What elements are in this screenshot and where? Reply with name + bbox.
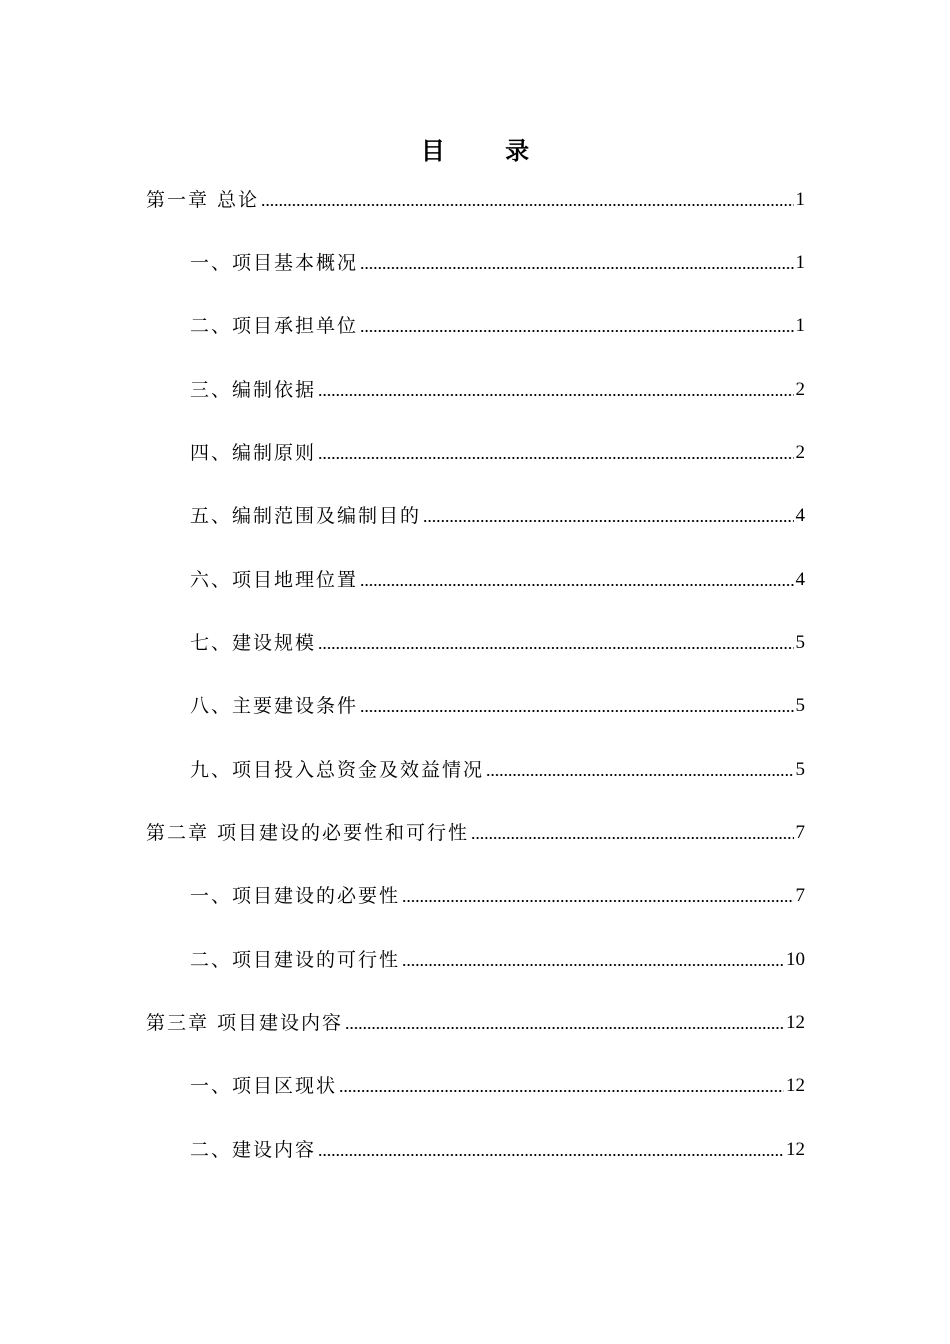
toc-entry-page: 12 xyxy=(786,1012,805,1033)
toc-entry[interactable] xyxy=(190,691,805,721)
toc-entry-page: 1 xyxy=(795,315,805,336)
toc-entry-label: 二、建设内容 xyxy=(190,1139,317,1161)
toc-dot-leader xyxy=(339,1088,784,1094)
toc-entry-label: 九、项目投入总资金及效益情况 xyxy=(190,759,485,781)
toc-entry-page: 2 xyxy=(795,442,805,463)
toc-entry-label: 六、项目地理位置 xyxy=(190,569,359,591)
toc-entry-label: 一、项目建设的必要性 xyxy=(190,885,401,907)
toc-entry-label: 四、编制原则 xyxy=(190,442,317,464)
toc-dot-leader xyxy=(318,645,793,651)
toc-entry-page: 12 xyxy=(786,1075,805,1096)
toc-entry[interactable] xyxy=(190,1135,805,1165)
toc-entry-page: 5 xyxy=(795,695,805,716)
toc-entry[interactable] xyxy=(190,628,805,658)
toc-dot-leader xyxy=(261,202,793,208)
toc-entry[interactable] xyxy=(190,881,805,911)
toc-dot-leader xyxy=(402,962,784,968)
toc-dot-leader xyxy=(471,835,793,841)
toc-dot-leader xyxy=(360,265,793,271)
toc-entry-page: 12 xyxy=(786,1139,805,1160)
toc-dot-leader xyxy=(318,455,793,461)
toc-entry-page: 10 xyxy=(786,949,805,970)
toc-entry-page: 2 xyxy=(795,379,805,400)
toc-entry[interactable] xyxy=(190,248,805,278)
toc-entry-label: 三、编制依据 xyxy=(190,379,317,401)
toc-entry-label: 第二章 项目建设的必要性和可行性 xyxy=(146,822,470,844)
toc-dot-leader xyxy=(318,392,793,398)
toc-dot-leader xyxy=(345,1025,784,1031)
toc-dot-leader xyxy=(423,518,793,524)
toc-entry-label: 五、编制范围及编制目的 xyxy=(190,505,422,527)
toc-title: 目 录 xyxy=(420,136,556,165)
toc-entry[interactable] xyxy=(190,565,805,595)
toc-entry-label: 一、项目基本概况 xyxy=(190,252,359,274)
toc-entry[interactable] xyxy=(190,945,805,975)
toc-entry[interactable] xyxy=(190,755,805,785)
toc-entry-label: 一、项目区现状 xyxy=(190,1075,338,1097)
toc-entry-page: 4 xyxy=(795,505,805,526)
toc-entry-label: 第三章 项目建设内容 xyxy=(146,1012,344,1034)
toc-dot-leader xyxy=(318,1152,784,1158)
toc-entry[interactable] xyxy=(190,1071,805,1101)
toc-entry[interactable] xyxy=(190,311,805,341)
toc-entry[interactable] xyxy=(146,185,805,215)
toc-entry[interactable] xyxy=(190,438,805,468)
toc-entry-label: 二、项目建设的可行性 xyxy=(190,949,401,971)
toc-dot-leader xyxy=(486,772,793,778)
toc-entry[interactable] xyxy=(190,501,805,531)
toc-entry-page: 5 xyxy=(795,632,805,653)
toc-entry-label: 七、建设规模 xyxy=(190,632,317,654)
toc-entry-label: 八、主要建设条件 xyxy=(190,695,359,717)
toc-entry[interactable] xyxy=(146,818,805,848)
toc-entry[interactable] xyxy=(146,1008,805,1038)
toc-entry-page: 4 xyxy=(795,569,805,590)
toc-entry-page: 1 xyxy=(795,189,805,210)
toc-dot-leader xyxy=(360,328,793,334)
toc-dot-leader xyxy=(402,898,793,904)
toc-entry-label: 二、项目承担单位 xyxy=(190,315,359,337)
toc-entry-page: 7 xyxy=(795,885,805,906)
toc-dot-leader xyxy=(360,708,793,714)
toc-entry-page: 7 xyxy=(795,822,805,843)
toc-entry-page: 5 xyxy=(795,759,805,780)
toc-entry[interactable] xyxy=(190,375,805,405)
toc-entry-label: 第一章 总论 xyxy=(146,189,260,211)
toc-entry-page: 1 xyxy=(795,252,805,273)
toc-dot-leader xyxy=(360,582,793,588)
